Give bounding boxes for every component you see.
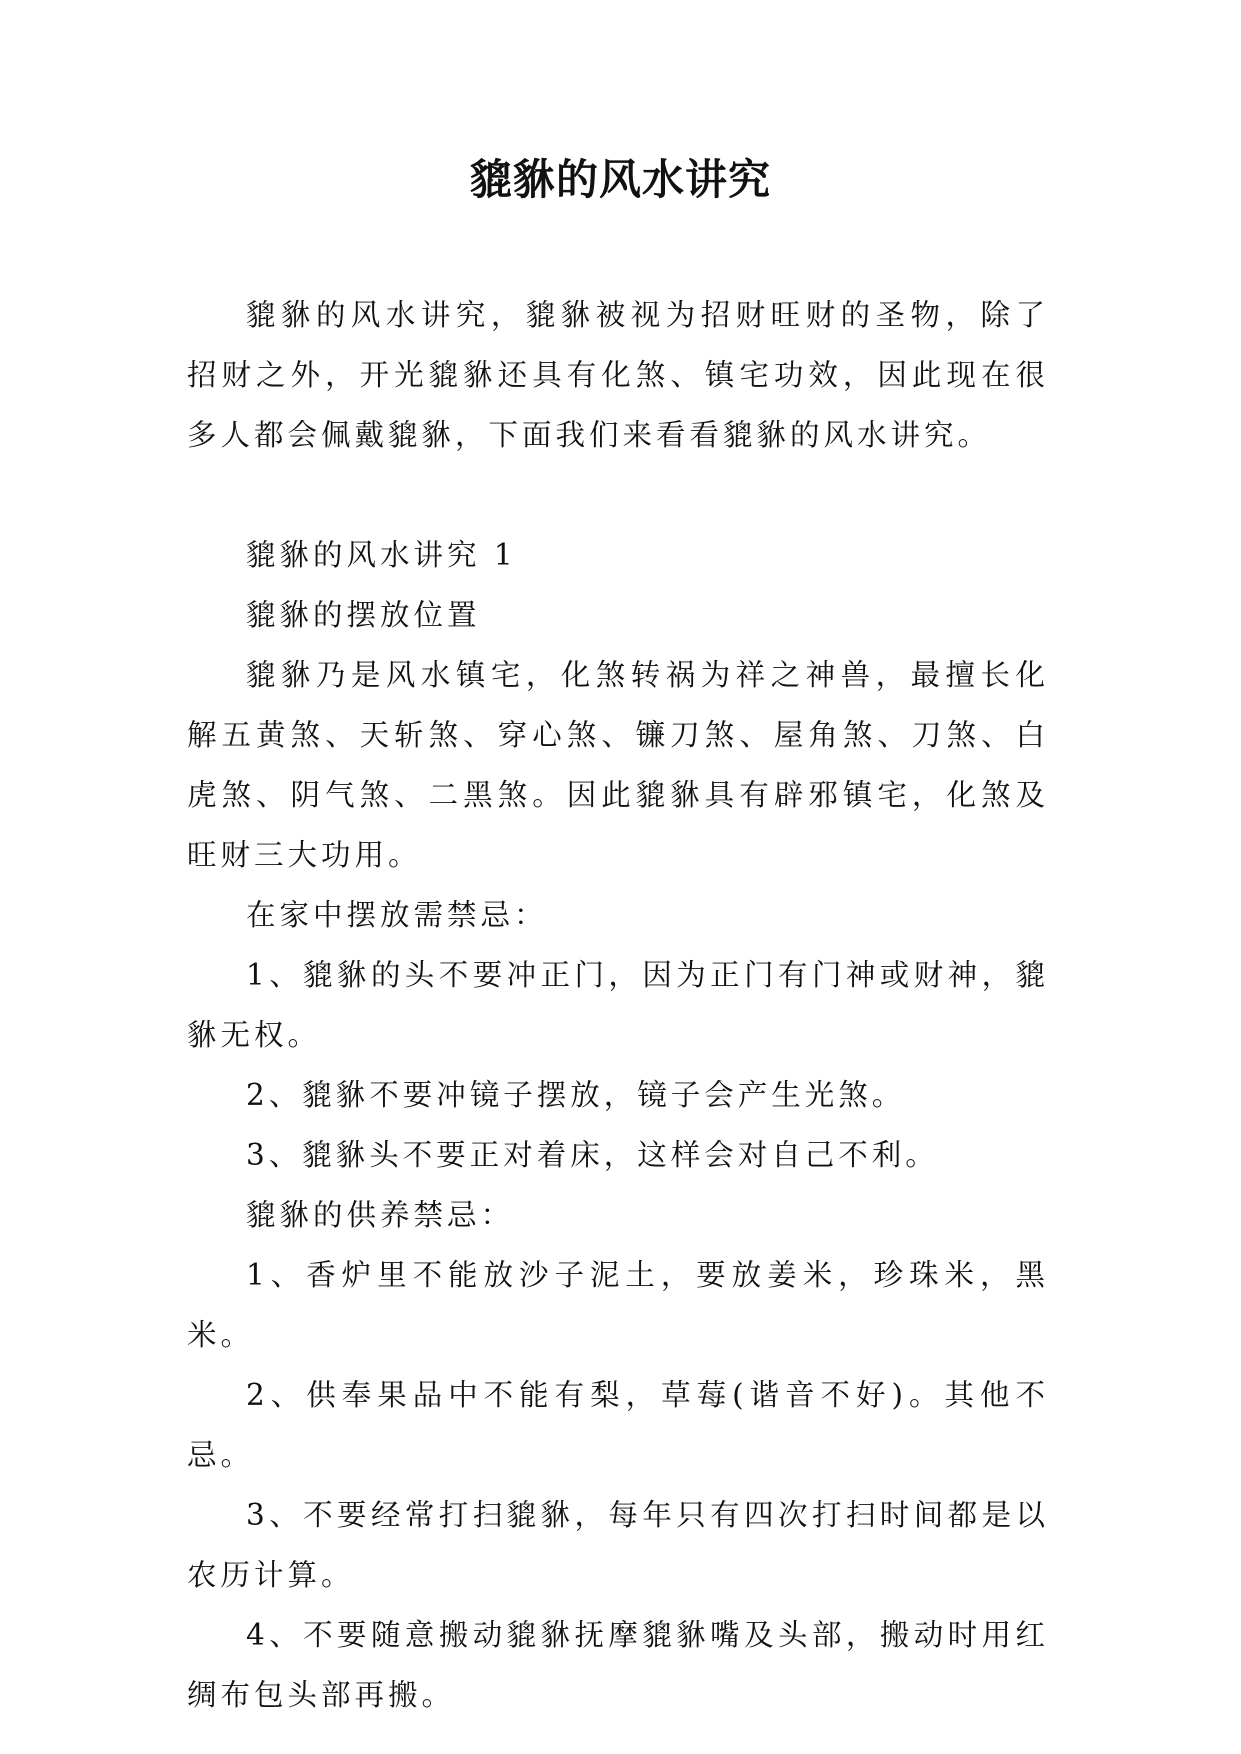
section-heading: 貔貅的风水讲究 1: [246, 538, 517, 572]
worship-taboo-heading: 貔貅的供养禁忌：: [246, 1198, 515, 1232]
worship-taboo-item: 2、供奉果品中不能有梨，草莓(谐音不好)。其他不忌。: [187, 1378, 1049, 1472]
worship-taboo-item: 3、不要经常打扫貔貅，每年只有四次打扫时间都是以农历计算。: [187, 1498, 1049, 1592]
intro-paragraph: 貔貅的风水讲究，貔貅被视为招财旺财的圣物，除了招财之外，开光貔貅还具有化煞、镇宅功效，因此现在很多人都会佩戴貔貅，下面我们来看看貔貅的风水讲究。: [187, 298, 1049, 452]
home-taboo-item: 3、貔貅头不要正对着床，这样会对自己不利。: [246, 1138, 939, 1172]
worship-taboo-item: 1、香炉里不能放沙子泥土，要放姜米，珍珠米，黑米。: [187, 1258, 1049, 1352]
document-title: 貔貅的风水讲究: [469, 155, 771, 204]
worship-taboo-item: 4、不要随意搬动貔貅抚摩貔貅嘴及头部，搬动时用红绸布包头部再搬。: [187, 1618, 1049, 1712]
home-taboo-item: 1、貔貅的头不要冲正门，因为正门有门神或财神，貔貅无权。: [187, 958, 1049, 1052]
placement-subheading: 貔貅的摆放位置: [246, 598, 481, 632]
document-body: [187, 285, 1049, 1725]
home-taboo-item: 2、貔貅不要冲镜子摆放，镜子会产生光煞。: [246, 1078, 906, 1112]
home-taboo-heading: 在家中摆放需禁忌：: [246, 898, 548, 932]
paragraph-spacer: [187, 465, 1049, 525]
placement-paragraph: 貔貅乃是风水镇宅，化煞转祸为祥之神兽，最擅长化解五黄煞、天斩煞、穿心煞、镰刀煞、屋角煞、刀煞、白虎煞、阴气煞、二黑煞。因此貔貅具有辟邪镇宅，化煞及旺财三大功用。: [187, 658, 1049, 872]
